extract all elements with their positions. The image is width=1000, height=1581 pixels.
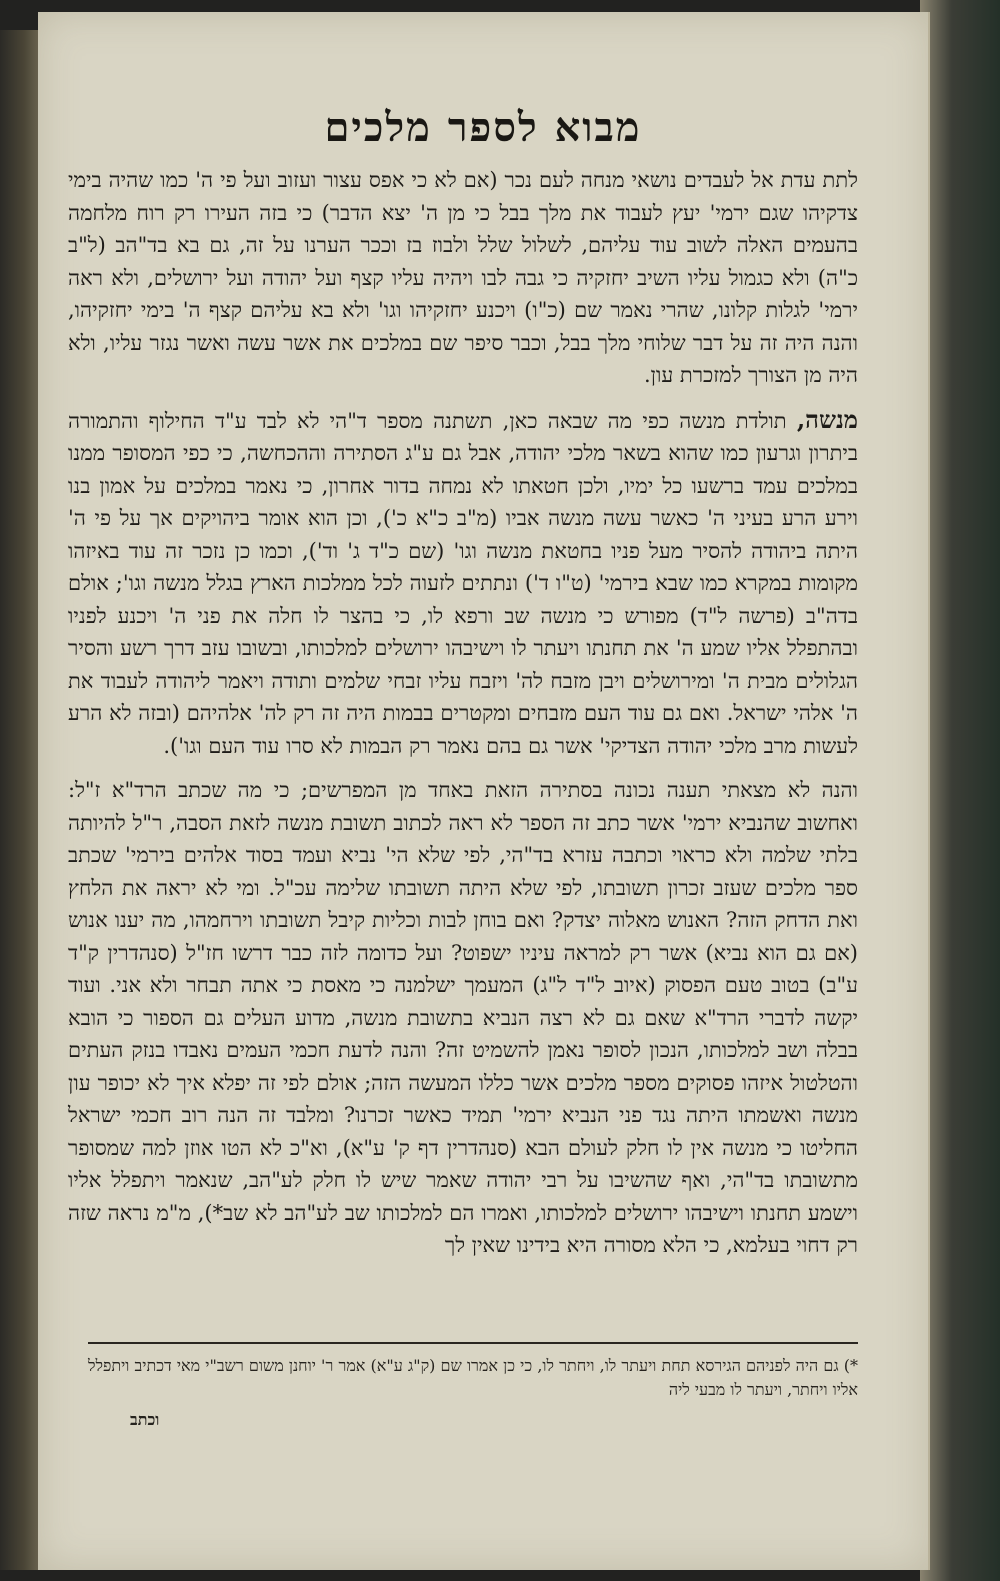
paragraph-2-lead: מנשה, [796,404,858,434]
paragraph-1 [68,164,858,392]
book-spine-edge [0,30,40,1570]
book-cover-edge [920,0,1000,1581]
paragraph-1-text: לתת עדת אל לעבדים נושאי מנחה לעם נכר (אם לא כי אפס עצור ועזוב ועל פי ה' כמו שהיה בימי צדקיהו שגם ירמי' יעץ לעבוד את מלך בבל כי מן ה' יצא הדבר) כי בזה העירו רק רוח מלחמה בהעמים האלה לשוב עוד עליהם, לשלול שלל ולבוז בז וככר הערנו על זה, גם בא בד"הב (ל"ב כ"ה) ולא כגמול עליו השיב יחזקיה כי גבה לבו ויהיה עליו קצף ועל יהודה ועל ירושלים, ולא ראה ירמי' לגלות קלונו, שהרי נאמר שם (כ"ו) ויכנע יחזקיהו וגו' ולא בא עליהם קצף ה' בימי יחזקיהו, והנה היה זה על דבר שלוחי מלך בבל, וכבר סיפר שם במלכים את אשר עשה ואשר נגזר עליו, ולא היה מן הצורך למזכרת עון. [68,168,858,387]
page-title: מבוא לספר מלכים [324,104,642,151]
paper-sheet [38,12,930,1570]
paragraph-3 [68,774,858,1262]
body-text [68,164,858,1274]
footnote-divider [88,1342,858,1344]
footnote: *) גם היה לפניהם הגירסא תחת ויעתר לו, ויחתר לו, כי כן אמרו שם (ק"ג ע"א) אמר ר' יוחנן משום רשב"י מאי דכתיב ויתפלל אליו ויחתר, ויעתר לו מבעי ליה [88,1356,859,1399]
paragraph-2-text: תולדת מנשה כפי מה שבאה כאן, תשתנה מספר ד"הי לא לבד ע"ד החילוף והתמורה ביתרון וגרעון כמו שהוא בשאר מלכי יהודה, אבל גם ע"ג הסתירה וההכחשה, כי כפי המסופר ממנו במלכים עמד ברשעו כל ימיו, ולכן חטאתו לא נמחה בדור אחרון, כי נאמר במלכים על אמון בנו וירע הרע בעיני ה' כאשר עשה מנשה אביו (מ"ב כ"א כ'), וכן הוא אומר ביהויקים אך על פי ה' היתה ביהודה להסיר מעל פניו בחטאת מנשה וגו' (שם כ"ד ג' וד'), וכמו כן נזכר זה עוד באיזהו מקומות במקרא כמו שבא בירמי' (ט"ו ד') ונתתים לזעוה לכל ממלכות הארץ בגלל מנשה וגו'; אולם בדה"ב (פרשה ל"ד) מפורש כי מנשה שב ורפא לו, כי בהצר לו חלה את פני ה' ויכנע לפניו ובהתפלל אליו שמע ה' את תחנתו ויעתר לו וישיבהו ירושלים למלכותו, ובשובו עזב דרך רשע והסיר הגלולים מבית ה' ומירושלים ויבן מזבח לה' ויזבח עליו זבחי שלמים ותודה ויאמר ליהודה לעבוד את ה' אלהי ישראל. ואם גם עוד העם מזבחים ומקטרים בבמות היה זה רק לה' אלהיהם (ובזה לא הרע לעשות מרב מלכי יהודה הצדיקי' אשר גם בהם נאמר רק הבמות לא סרו עוד העם וגו'). [68,408,858,758]
catchword: וכתב [130,1410,160,1429]
paragraph-2 [68,404,858,763]
paragraph-3-text: והנה לא מצאתי תענה נכונה בסתירה הזאת באחד מן המפרשים; כי מה שכתב הרד"א ז"ל: ואחשוב שהנביא ירמי' אשר כתב זה הספר לא ראה לכתוב תשובת מנשה לזאת הסבה, ר"ל להיותה בלתי שלמה ולא כראוי וכתבה עזרא בד"הי, לפי שלא הי' נביא ועמד בסוד אלהים בירמי' שכתב ספר מלכים שעזב זכרון תשובתו, לפי שלא היתה תשובתו שלימה עכ"ל. ומי לא יראה את הלחץ ואת הדחק הזה? האנוש מאלוה יצדק? ואם בוחן לבות וכליות קיבל תשובתו וירחמהו, מה יענו אנוש (אם גם הוא נביא) אשר רק למראה עיניו ישפוט? ועל כדומה לזה כבר דרשו חז"ל (סנהדרין ק"ד ע"ב) בטוב טעם הפסוק (איוב ל"ד ל"ג) המעמך ישלמנה כי מאסת כי אתה תבחר ולא אני. ועוד יקשה לדברי הרד"א שאם גם לא רצה הנביא בתשובת מנשה, מדוע העלים גם הספור כי הובא בבלה ושב למלכותו, הנכון לסופר נאמן להשמיט זה? והנה לדעת חכמי העמים נאבדו בנזק העתים והטלטול איזהו פסוקים מספר מלכים אשר כללו המעשה הזה; אולם לפי זה יפלא איך לא יכופר עון מנשה ואשמתו היתה נגד פני הנביא ירמי' תמיד כאשר זכרנו? ומלבד זה הנה רוב חכמי ישראל החליטו כי מנשה אין לו חלק לעולם הבא (סנהדרין דף ק' ע"א), וא"כ לא הטו אוזן למה שמסופר מתשובתו בד"הי, ואף שהשיבו על רבי יהודה שאמר שיש לו חלק לע"הב, שנאמר ויתפלל אליו וישמע תחנתו וישיבהו ירושלים למלכותו, ואמרו הם למלכותו שב לע"הב לא שב*), מ"מ נראה שזה רק דחוי בעלמא, כי הלא מסורה היא בידינו שאין לך [68,778,858,1257]
